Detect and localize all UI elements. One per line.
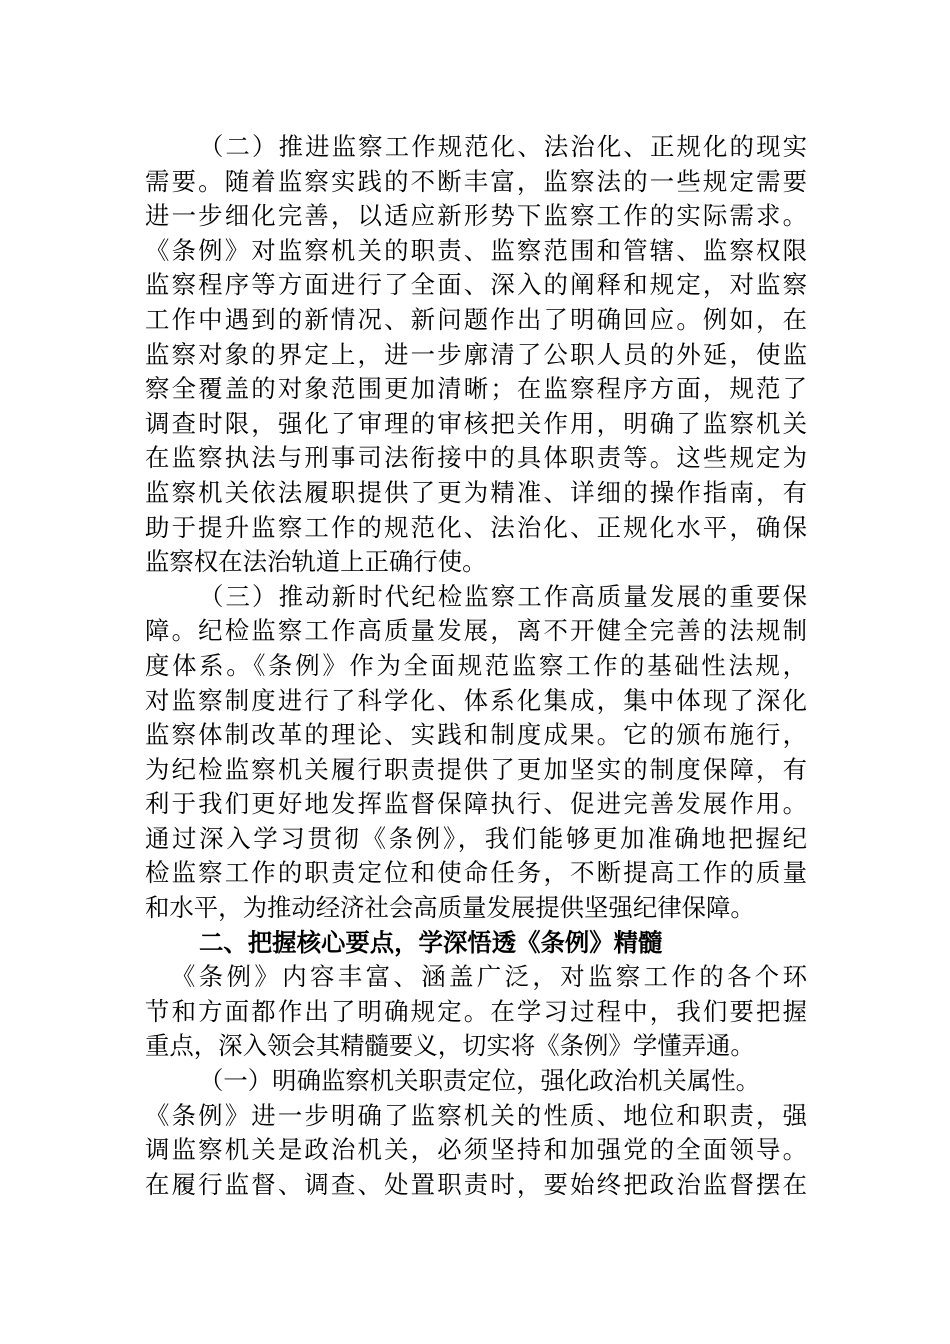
- text-line: 节和方面都作出了明确规定。在学习过程中，我们要把握: [145, 996, 807, 1026]
- text-line: 调监察机关是政治机关，必须坚持和加强党的全面领导。: [145, 1135, 807, 1165]
- text-line: 障。纪检监察工作高质量发展，离不开健全完善的法规制: [145, 616, 807, 646]
- text-line: 通过深入学习贯彻《条例》，我们能够更加准确地把握纪: [145, 823, 807, 853]
- text-line: 察全覆盖的对象范围更加清晰；在监察程序方面，规范了: [145, 374, 807, 404]
- text-line: 在履行监督、调查、处置职责时，要始终把政治监督摆在: [145, 1169, 807, 1199]
- text-line: 调查时限，强化了审理的审核把关作用，明确了监察机关: [145, 408, 807, 438]
- section-heading: 二、把握核心要点，学深悟透《条例》精髓: [199, 927, 663, 957]
- text-line: 监察权在法治轨道上正确行使。: [145, 547, 487, 577]
- text-line: 进一步细化完善，以适应新形势下监察工作的实际需求。: [145, 201, 807, 231]
- text-line: 监察机关依法履职提供了更为精准、详细的操作指南，有: [145, 477, 807, 507]
- text-line: 和水平，为推动经济社会高质量发展提供坚强纪律保障。: [145, 893, 755, 923]
- paragraph-3-heading-line: （三）推动新时代纪检监察工作高质量发展的重要保: [199, 581, 807, 611]
- text-line: 工作中遇到的新情况、新问题作出了明确回应。例如，在: [145, 304, 807, 334]
- text-line: 重点，深入领会其精髓要义，切实将《条例》学懂弄通。: [145, 1031, 755, 1061]
- text-line: 监察对象的界定上，进一步廓清了公职人员的外延，使监: [145, 339, 807, 369]
- text-line: 《条例》内容丰富、涵盖广泛，对监察工作的各个环: [171, 962, 807, 992]
- text-line: 《条例》进一步明确了监察机关的性质、地位和职责，强: [145, 1100, 807, 1130]
- paragraph-1-heading-line: （一）明确监察机关职责定位，强化政治机关属性。: [199, 1066, 760, 1096]
- text-line: 利于我们更好地发挥监督保障执行、促进完善发展作用。: [145, 789, 807, 819]
- text-line: 监察体制改革的理论、实践和制度成果。它的颁布施行，: [145, 720, 807, 750]
- text-line: 监察程序等方面进行了全面、深入的阐释和规定，对监察: [145, 270, 807, 300]
- text-line: 《条例》对监察机关的职责、监察范围和管辖、监察权限: [145, 235, 807, 265]
- text-line: 对监察制度进行了科学化、体系化集成，集中体现了深化: [145, 685, 807, 715]
- text-line: 需要。随着监察实践的不断丰富，监察法的一些规定需要: [145, 166, 807, 196]
- document-body: [145, 130, 807, 1202]
- text-line: 检监察工作的职责定位和使命任务，不断提高工作的质量: [145, 858, 807, 888]
- paragraph-2-heading-line: （二）推进监察工作规范化、法治化、正规化的现实: [199, 132, 807, 161]
- text-line: 为纪检监察机关履行职责提供了更加坚实的制度保障，有: [145, 754, 807, 784]
- text-line: 度体系。《条例》作为全面规范监察工作的基础性法规，: [145, 650, 807, 680]
- text-line: 助于提升监察工作的规范化、法治化、正规化水平，确保: [145, 512, 807, 542]
- text-line: 在监察执法与刑事司法衔接中的具体职责等。这些规定为: [145, 443, 807, 473]
